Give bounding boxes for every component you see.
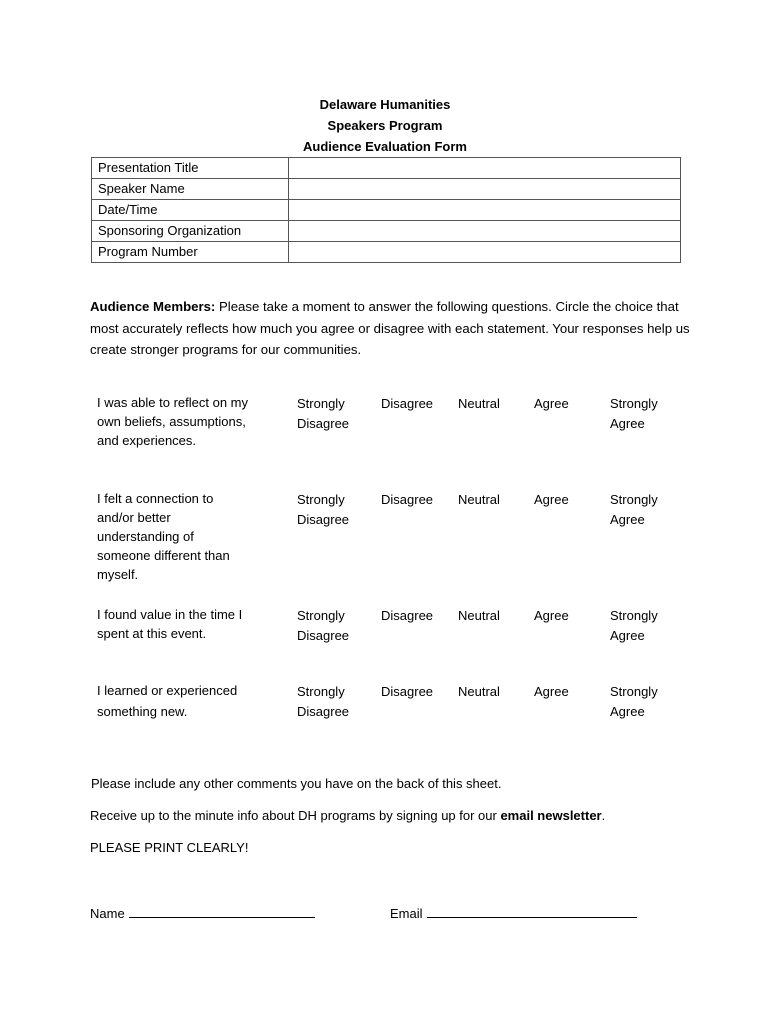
info-label: Program Number: [92, 242, 289, 263]
option-strongly-disagree[interactable]: Strongly Disagree: [297, 396, 350, 431]
form-header: [0, 94, 770, 157]
option-disagree[interactable]: Disagree: [381, 608, 434, 623]
option-agree[interactable]: Agree: [534, 684, 569, 699]
info-label: Sponsoring Organization: [92, 221, 289, 242]
newsletter-note: [90, 808, 605, 823]
presentation-info-table: [91, 157, 681, 263]
option-agree[interactable]: Agree: [534, 608, 569, 623]
name-label: Name: [90, 906, 125, 921]
name-field-group: [90, 904, 315, 921]
info-label: Date/Time: [92, 200, 289, 221]
info-value-field[interactable]: [289, 221, 681, 242]
option-agree[interactable]: Agree: [534, 492, 569, 507]
info-value-field[interactable]: [289, 242, 681, 263]
info-row: [92, 200, 681, 221]
option-strongly-disagree[interactable]: Strongly Disagree: [297, 684, 350, 719]
option-disagree[interactable]: Disagree: [381, 492, 434, 507]
info-label: Speaker Name: [92, 179, 289, 200]
info-row: [92, 179, 681, 200]
question-text: I learned or experienced something new.: [97, 683, 238, 719]
program-title: Speakers Program: [327, 118, 443, 133]
question-text: I found value in the time I spent at this event.: [97, 607, 243, 641]
info-row: [92, 158, 681, 179]
organization-title: Delaware Humanities: [319, 97, 451, 112]
option-strongly-disagree[interactable]: Strongly Disagree: [297, 608, 350, 643]
comments-note: Please include any other comments you have on the back of this sheet.: [91, 776, 502, 791]
info-value-field[interactable]: [289, 158, 681, 179]
option-neutral[interactable]: Neutral: [458, 396, 500, 411]
info-row: [92, 242, 681, 263]
option-neutral[interactable]: Neutral: [458, 684, 500, 699]
option-neutral[interactable]: Neutral: [458, 492, 500, 507]
newsletter-link[interactable]: email newsletter: [500, 808, 602, 823]
newsletter-suffix: .: [601, 808, 606, 823]
option-agree[interactable]: Agree: [534, 396, 569, 411]
question-text: I was able to reflect on my own beliefs, assumptions, and experiences.: [97, 395, 249, 448]
instructions-paragraph: [90, 296, 690, 361]
option-disagree[interactable]: Disagree: [381, 396, 434, 411]
info-value-field[interactable]: [289, 200, 681, 221]
email-field-group: [390, 904, 637, 921]
option-strongly-disagree[interactable]: Strongly Disagree: [297, 492, 350, 527]
form-title: Audience Evaluation Form: [303, 139, 467, 154]
question-text: I felt a connection to and/or better understanding of someone different than myself.: [97, 491, 230, 582]
option-disagree[interactable]: Disagree: [381, 684, 434, 699]
option-strongly-agree[interactable]: Strongly Agree: [610, 492, 658, 527]
name-input-line[interactable]: [129, 904, 315, 918]
email-label: Email: [390, 906, 423, 921]
instructions-label: Audience Members:: [90, 299, 216, 314]
email-input-line[interactable]: [427, 904, 637, 918]
instructions-text: Please take a moment to answer the following questions. Circle the choice that most accurately reflects how much you agree or disagree with each statement. Your responses help us create stronger programs for our communities.: [90, 299, 690, 357]
option-neutral[interactable]: Neutral: [458, 608, 500, 623]
option-strongly-agree[interactable]: Strongly Agree: [610, 608, 658, 643]
option-strongly-agree[interactable]: Strongly Agree: [610, 684, 658, 719]
info-value-field[interactable]: [289, 179, 681, 200]
option-strongly-agree[interactable]: Strongly Agree: [610, 396, 658, 431]
info-row: [92, 221, 681, 242]
print-clearly-note: PLEASE PRINT CLEARLY!: [90, 840, 249, 855]
info-label: Presentation Title: [92, 158, 289, 179]
newsletter-prefix: Receive up to the minute info about DH programs by signing up for our: [90, 808, 501, 823]
